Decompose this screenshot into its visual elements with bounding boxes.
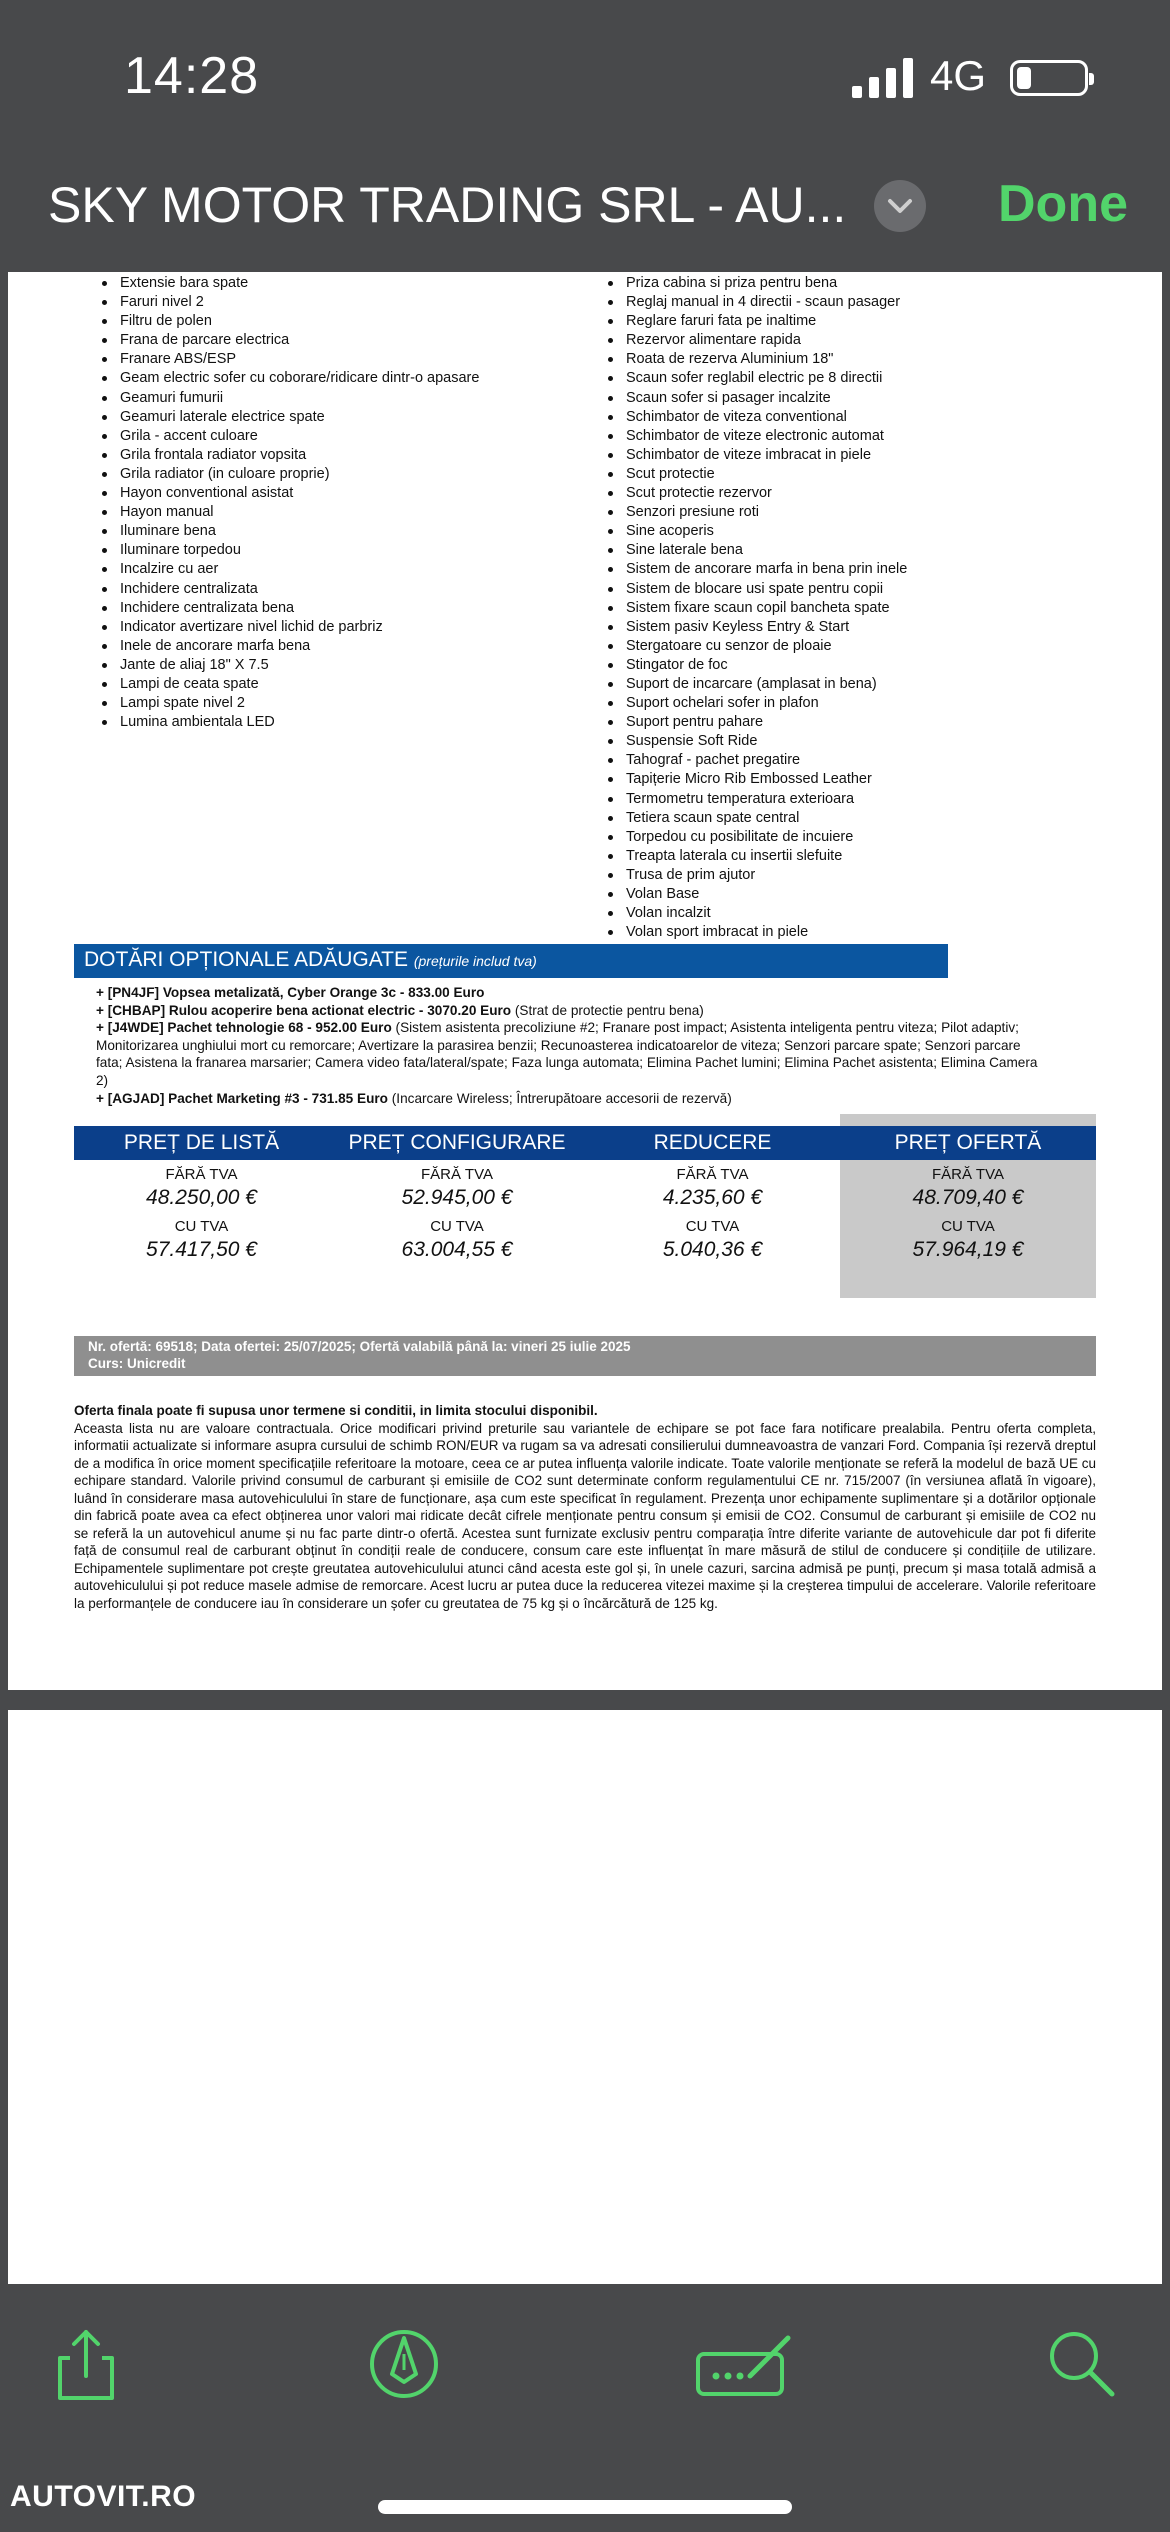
signal-icon — [852, 58, 916, 98]
document-page-2[interactable] — [8, 1710, 1162, 2284]
feature-item: Trusa de prim ajutor — [606, 866, 907, 885]
feature-item: Reglaj manual in 4 directii - scaun pasager — [606, 293, 907, 312]
feature-item: Geamuri laterale electrice spate — [100, 408, 479, 427]
feature-item: Reglare faruri fata pe inaltime — [606, 312, 907, 331]
price-column — [74, 1126, 329, 1264]
feature-item: Sistem de ancorare marfa in bena prin inele — [606, 560, 907, 579]
feature-item: Lampi spate nivel 2 — [100, 694, 479, 713]
share-icon[interactable] — [46, 2324, 126, 2404]
option-code: + [CHBAP] Rulou acoperire bena actionat electric - 3070.20 Euro — [96, 1002, 512, 1018]
feature-item: Stergatoare cu senzor de ploaie — [606, 637, 907, 656]
feature-item: Schimbator de viteza conventional — [606, 408, 907, 427]
price-table — [74, 1126, 1096, 1298]
status-bar — [0, 0, 1170, 150]
chevron-down-icon[interactable] — [874, 180, 926, 232]
options-title: DOTĂRI OPȚIONALE ADĂUGATE — [84, 948, 409, 971]
feature-item: Volan Base — [606, 885, 907, 904]
feature-item: Sistem pasiv Keyless Entry & Start — [606, 618, 907, 637]
option-item — [96, 984, 1046, 1002]
feature-item: Rezervor alimentare rapida — [606, 331, 907, 350]
feature-item: Inchidere centralizata bena — [100, 599, 479, 618]
feature-item: Tapițerie Micro Rib Embossed Leather — [606, 770, 907, 789]
feature-item: Grila frontala radiator vopsita — [100, 446, 479, 465]
net-label: FĂRĂ TVA — [165, 1166, 238, 1183]
feature-item: Hayon conventional asistat — [100, 484, 479, 503]
feature-item: Lampi de ceata spate — [100, 675, 479, 694]
bottom-toolbar — [0, 2284, 1170, 2532]
net-price: 48.709,40 € — [912, 1186, 1024, 1209]
gross-price: 63.004,55 € — [401, 1238, 513, 1261]
markup-icon[interactable] — [364, 2324, 444, 2404]
option-item — [96, 1090, 1046, 1108]
net-price: 48.250,00 € — [146, 1186, 257, 1209]
feature-item: Treapta laterala cu insertii slefuite — [606, 847, 907, 866]
option-code: + [J4WDE] Pachet tehnologie 68 - 952.00 Euro — [96, 1020, 392, 1036]
options-list — [96, 984, 1046, 1107]
feature-item: Geam electric sofer cu coborare/ridicare dintr-o apasare — [100, 369, 479, 388]
feature-item: Inele de ancorare marfa bena — [100, 637, 479, 656]
feature-item: Jante de aliaj 18" X 7.5 — [100, 656, 479, 675]
option-detail: (Strat de protectie pentru bena) — [514, 1002, 704, 1018]
option-code: + [AGJAD] Pachet Marketing #3 - 731.85 Euro — [96, 1090, 388, 1106]
document-page-1[interactable] — [8, 272, 1162, 1690]
option-item — [96, 1019, 1046, 1089]
search-icon[interactable] — [1042, 2324, 1122, 2404]
feature-item: Extensie bara spate — [100, 274, 479, 293]
feature-item: Volan sport imbracat in piele — [606, 923, 907, 942]
gross-price: 57.417,50 € — [146, 1238, 257, 1261]
gross-label: CU TVA — [685, 1218, 740, 1235]
document-title[interactable]: SKY MOTOR TRADING SRL - AU... — [48, 177, 847, 233]
options-header — [74, 944, 948, 978]
price-column — [330, 1126, 585, 1264]
option-code: + [PN4JF] Vopsea metalizată, Cyber Orange 3c - 833.00 Euro — [96, 985, 485, 1000]
feature-item: Scut protectie — [606, 465, 907, 484]
feature-item: Incalzire cu aer — [100, 560, 479, 579]
signature-icon[interactable] — [694, 2324, 794, 2404]
terms-block — [74, 1402, 1096, 1612]
price-column-header: REDUCERE — [653, 1131, 772, 1154]
feature-item: Iluminare bena — [100, 522, 479, 541]
feature-item: Suport de incarcare (amplasat in bena) — [606, 675, 907, 694]
gross-label: CU TVA — [430, 1218, 484, 1235]
feature-item: Geamuri fumurii — [100, 389, 479, 408]
option-detail: (Incarcare Wireless; Întrerupătoare accesorii de rezervă) — [391, 1090, 732, 1106]
feature-item: Tetiera scaun spate central — [606, 809, 907, 828]
feature-item: Suport pentru pahare — [606, 713, 907, 732]
gross-price: 57.964,19 € — [912, 1238, 1024, 1261]
feature-item: Sistem fixare scaun copil bancheta spate — [606, 599, 907, 618]
option-detail: (Sistem asistenta precoliziune #2; Franare post impact; Asistenta inteligenta pentru viteza; Pilot adaptiv; Monitorizarea unghiului mort cu remorcare; Avertizare la parasirea benzii; Recunoasterea indicatoarelor de viteza; Senzori parcare spate; Senzori parcare fata; Asistena la franarea marsarier; Camera video fata/lateral/spate; Faza lunga automata; Elimina Pachet lumini; Elimina Pachet asistenta; Elimina Camera 2) — [96, 1020, 1038, 1088]
feature-item: Tahograf - pachet pregatire — [606, 751, 907, 770]
home-indicator[interactable] — [378, 2500, 792, 2514]
net-label: FĂRĂ TVA — [676, 1166, 749, 1183]
terms-body: Aceasta lista nu are valoare contractuala. Orice modificari privind preturile sau variantele de echipare se pot face fara notificare prealabila. Pentru oferta completa, informatii actualizate si informare asupra cursului de schimb RON/EUR va rugam sa va adresati consilierului dumneavoastra de vanzari Ford. Compania își rezervă dreptul de a modifica în orice moment specificațiile referitoare la motoare, ceea ce ar putea influența valorile indicate. Toate valorile menționate se referă la modelul de bază UE cu echipare standard. Valorile privind consumul de carburant și emisiile de CO2 sunt determinate conform regulamentului CE nr. 715/2007 (în versiunea aflată în vigoare), luând în considerare masa autovehiculului în stare de funcționare, așa cum este specificat în regulament. Prezența unor echipamente suplimentare și a dotărilor opționale din fabrică poate avea ca efect obținerea unor valori mai ridicate decât cifrele menționate pentru consum și emisii de CO2. Consumul de carburant și emisiile de CO2 nu se referă la un autovehicul anume și nu fac parte dintr-o ofertă. Acestea sunt furnizate exclusiv pentru comparația între diferite variante de autovehicule dar pot fi diferite față de consumul real de carburant obținut în condiții reale de conducere, consum care este influențat în mare măsură de stilul de conducere și condițiile de utilizare. Echipamentele suplimentare pot crește greutatea autovehiculului atunci când acesta este gol și, în unele cazuri, sarcina admisă pe punți, precum și masa totală admisă a autovehiculului și pot reduce masele admise de remorcare. Acest lucru ar putea duce la reducerea vitezei maxime și la creșterea timpului de accelerare. Valorile referitoare la performanțele de conducere iau în considerare un șofer cu greutatea de 75 kg și o încărcătură de 125 kg. — [74, 1420, 1096, 1611]
nav-bar — [0, 150, 1170, 272]
feature-item: Priza cabina si priza pentru bena — [606, 274, 907, 293]
feature-item: Franare ABS/ESP — [100, 350, 479, 369]
feature-item: Sistem de blocare usi spate pentru copii — [606, 580, 907, 599]
feature-item: Termometru temperatura exterioara — [606, 790, 907, 809]
features-right-column — [606, 274, 907, 942]
terms-title: Oferta finala poate fi supusa unor termene si conditii, in limita stocului disponibil. — [74, 1403, 598, 1418]
done-button[interactable]: Done — [998, 175, 1128, 233]
offer-info-bar — [74, 1336, 1096, 1376]
feature-item: Volan incalzit — [606, 904, 907, 923]
feature-item: Filtru de polen — [100, 312, 479, 331]
feature-item: Sine acoperis — [606, 522, 907, 541]
net-price: 4.235,60 € — [662, 1186, 763, 1209]
feature-item: Stingator de foc — [606, 656, 907, 675]
price-column-header: PREȚ DE LISTĂ — [123, 1131, 280, 1154]
feature-item: Suport ochelari sofer in plafon — [606, 694, 907, 713]
feature-item: Iluminare torpedou — [100, 541, 479, 560]
gross-label: CU TVA — [941, 1218, 995, 1235]
net-label: FĂRĂ TVA — [932, 1166, 1004, 1183]
feature-item: Senzori presiune roti — [606, 503, 907, 522]
gross-price: 5.040,36 € — [662, 1238, 763, 1261]
battery-icon — [1010, 60, 1088, 96]
feature-item: Scut protectie rezervor — [606, 484, 907, 503]
price-column-header: PREȚ CONFIGURARE — [348, 1131, 566, 1154]
feature-item: Scaun sofer si pasager incalzite — [606, 389, 907, 408]
offer-currency: Curs: Unicredit — [88, 1356, 186, 1371]
feature-item: Faruri nivel 2 — [100, 293, 479, 312]
price-column — [585, 1126, 840, 1264]
feature-item: Lumina ambientala LED — [100, 713, 479, 732]
offer-number: Nr. ofertă: 69518; Data ofertei: 25/07/2025; Ofertă valabilă până la: vineri 25 iulie 2025 — [88, 1339, 631, 1354]
feature-item: Indicator avertizare nivel lichid de parbriz — [100, 618, 479, 637]
feature-item: Grila radiator (in culoare proprie) — [100, 465, 479, 484]
option-item — [96, 1002, 1046, 1020]
feature-item: Schimbator de viteze electronic automat — [606, 427, 907, 446]
network-label: 4G — [930, 52, 987, 99]
net-label: FĂRĂ TVA — [421, 1166, 493, 1183]
options-note: (prețurile includ tva) — [413, 953, 537, 969]
feature-item: Roata de rezerva Aluminium 18" — [606, 350, 907, 369]
feature-item: Sine laterale bena — [606, 541, 907, 560]
price-column-header: PREȚ OFERTĂ — [894, 1131, 1042, 1154]
feature-item: Torpedou cu posibilitate de incuiere — [606, 828, 907, 847]
feature-item: Frana de parcare electrica — [100, 331, 479, 350]
feature-item: Inchidere centralizata — [100, 580, 479, 599]
feature-item: Grila - accent culoare — [100, 427, 479, 446]
status-time: 14:28 — [124, 47, 260, 105]
watermark-text: AUTOVIT.RO — [10, 2480, 197, 2513]
net-price: 52.945,00 € — [401, 1186, 513, 1209]
feature-item: Scaun sofer reglabil electric pe 8 directii — [606, 369, 907, 388]
feature-item: Hayon manual — [100, 503, 479, 522]
feature-item: Schimbator de viteze imbracat in piele — [606, 446, 907, 465]
feature-item: Suspensie Soft Ride — [606, 732, 907, 751]
features-left-column — [100, 274, 479, 732]
gross-label: CU TVA — [174, 1218, 229, 1235]
price-column — [841, 1126, 1096, 1264]
